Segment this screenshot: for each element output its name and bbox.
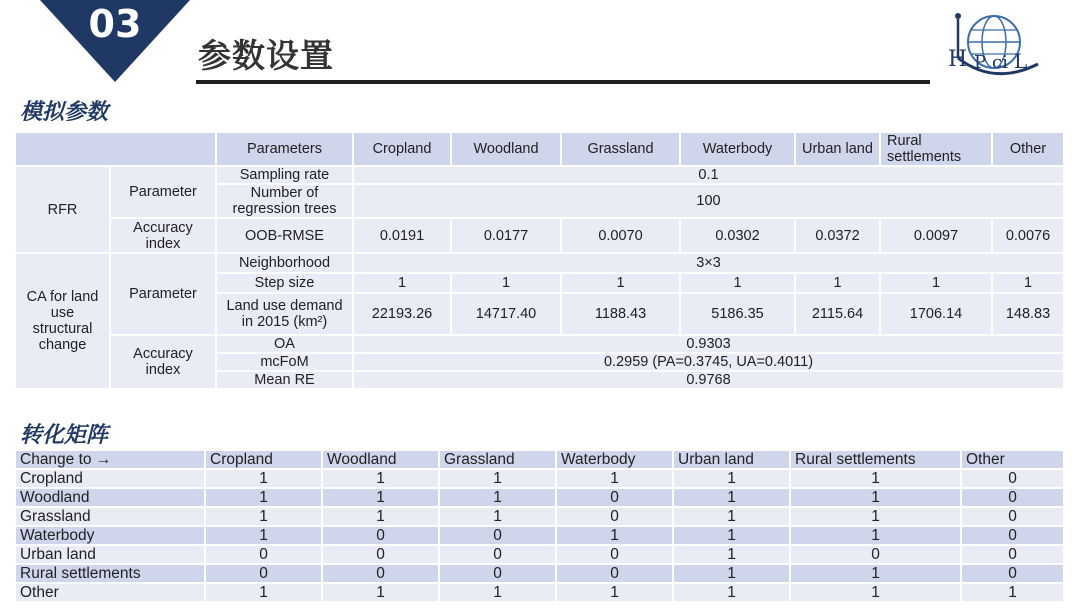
matrix-cell: 1 xyxy=(556,526,673,545)
matrix-row-label: Rural settlements xyxy=(15,564,205,583)
col-header: Rural settlements xyxy=(880,132,992,166)
matrix-cell: 1 xyxy=(205,469,322,488)
table-row xyxy=(15,488,1064,507)
matrix-row-label: Other xyxy=(15,583,205,602)
col-header: Other xyxy=(992,132,1064,166)
section-title-sim-params: 模拟参数 xyxy=(20,100,109,125)
matrix-cell: 0 xyxy=(322,564,439,583)
matrix-cell: 1 xyxy=(673,564,790,583)
matrix-col-header: Waterbody xyxy=(556,450,673,469)
matrix-col-header: Urban land xyxy=(673,450,790,469)
matrix-cell: 0 xyxy=(961,545,1064,564)
param-label: mcFoM xyxy=(216,353,353,371)
step-value: 1 xyxy=(680,273,795,293)
matrix-cell: 1 xyxy=(322,507,439,526)
matrix-col-header: Cropland xyxy=(205,450,322,469)
matrix-cell: 0 xyxy=(322,526,439,545)
param-group-label: Parameter xyxy=(110,253,216,335)
param-label: OA xyxy=(216,335,353,353)
param-label: Mean RE xyxy=(216,371,353,389)
oob-value: 0.0177 xyxy=(451,218,561,253)
matrix-cell: 0 xyxy=(961,526,1064,545)
param-label: Land use demand in 2015 (km²) xyxy=(216,293,353,335)
header-empty-cell xyxy=(15,132,216,166)
matrix-col-header: Change to → xyxy=(15,450,205,469)
matrix-row-label: Cropland xyxy=(15,469,205,488)
matrix-cell: 0 xyxy=(439,545,556,564)
table-row xyxy=(15,564,1064,583)
matrix-cell: 1 xyxy=(790,488,961,507)
step-value: 1 xyxy=(451,273,561,293)
demand-value: 2115.64 xyxy=(795,293,880,335)
matrix-col-header: Other xyxy=(961,450,1064,469)
matrix-row-label: Woodland xyxy=(15,488,205,507)
col-header: Cropland xyxy=(353,132,451,166)
demand-value: 22193.26 xyxy=(353,293,451,335)
param-label: Number of regression trees xyxy=(216,184,353,218)
col-header: Woodland xyxy=(451,132,561,166)
matrix-cell: 0 xyxy=(205,564,322,583)
globe-logo-icon xyxy=(938,8,1050,80)
matrix-cell: 0 xyxy=(556,507,673,526)
param-group-label: Parameter xyxy=(110,166,216,218)
matrix-cell: 1 xyxy=(673,526,790,545)
matrix-cell: 1 xyxy=(322,469,439,488)
matrix-cell: 0 xyxy=(556,545,673,564)
matrix-cell: 0 xyxy=(961,564,1064,583)
hpcil-logo xyxy=(938,8,1050,80)
demand-value: 1706.14 xyxy=(880,293,992,335)
step-value: 1 xyxy=(353,273,451,293)
demand-value: 148.83 xyxy=(992,293,1064,335)
matrix-cell: 1 xyxy=(556,469,673,488)
table-row xyxy=(15,583,1064,602)
col-header: Urban land xyxy=(795,132,880,166)
matrix-col-header: Grassland xyxy=(439,450,556,469)
matrix-row-label: Urban land xyxy=(15,545,205,564)
matrix-cell: 0 xyxy=(961,469,1064,488)
oob-value: 0.0070 xyxy=(561,218,680,253)
row-group-rfr: RFR xyxy=(15,166,110,253)
matrix-cell: 1 xyxy=(790,583,961,602)
param-value: 0.1 xyxy=(353,166,1064,184)
matrix-cell: 1 xyxy=(673,469,790,488)
oob-value: 0.0191 xyxy=(353,218,451,253)
matrix-cell: 1 xyxy=(961,583,1064,602)
demand-value: 14717.40 xyxy=(451,293,561,335)
step-value: 1 xyxy=(795,273,880,293)
matrix-cell: 1 xyxy=(673,488,790,507)
matrix-cell: 1 xyxy=(790,564,961,583)
param-value: 100 xyxy=(353,184,1064,218)
logo-letter: H xyxy=(948,47,968,72)
param-value: 3×3 xyxy=(353,253,1064,273)
oob-value: 0.0372 xyxy=(795,218,880,253)
matrix-cell: 1 xyxy=(439,488,556,507)
matrix-cell: 1 xyxy=(673,545,790,564)
matrix-cell: 1 xyxy=(790,507,961,526)
oob-value: 0.0302 xyxy=(680,218,795,253)
param-value: 0.2959 (PA=0.3745, UA=0.4011) xyxy=(353,353,1064,371)
matrix-cell: 0 xyxy=(439,526,556,545)
step-value: 1 xyxy=(561,273,680,293)
col-header: Waterbody xyxy=(680,132,795,166)
matrix-cell: 0 xyxy=(439,564,556,583)
accuracy-group-label: Accuracy index xyxy=(110,335,216,389)
param-label: Sampling rate xyxy=(216,166,353,184)
matrix-col-header: Rural settlements xyxy=(790,450,961,469)
matrix-cell: 1 xyxy=(322,583,439,602)
oob-value: 0.0076 xyxy=(992,218,1064,253)
matrix-cell: 1 xyxy=(439,583,556,602)
matrix-row-label: Grassland xyxy=(15,507,205,526)
matrix-cell: 1 xyxy=(205,583,322,602)
table-row xyxy=(15,507,1064,526)
matrix-row-label: Waterbody xyxy=(15,526,205,545)
accuracy-group-label: Accuracy index xyxy=(110,218,216,253)
param-label: Neighborhood xyxy=(216,253,353,273)
table-row xyxy=(15,469,1064,488)
param-label: OOB-RMSE xyxy=(216,218,353,253)
matrix-col-header: Woodland xyxy=(322,450,439,469)
matrix-cell: 1 xyxy=(205,488,322,507)
matrix-cell: 0 xyxy=(322,545,439,564)
matrix-cell: 1 xyxy=(556,583,673,602)
parameters-table xyxy=(14,131,1065,390)
matrix-cell: 1 xyxy=(790,469,961,488)
section-badge xyxy=(40,0,190,82)
matrix-cell: 0 xyxy=(205,545,322,564)
table-row xyxy=(15,545,1064,564)
matrix-cell: 0 xyxy=(556,488,673,507)
logo-letter: ci xyxy=(992,52,1008,73)
matrix-cell: 1 xyxy=(790,526,961,545)
logo-letter: L xyxy=(1014,49,1028,73)
table-row xyxy=(15,526,1064,545)
demand-value: 1188.43 xyxy=(561,293,680,335)
col-header: Parameters xyxy=(216,132,353,166)
param-value: 0.9768 xyxy=(353,371,1064,389)
matrix-cell: 0 xyxy=(961,488,1064,507)
row-group-ca: CA for land use structural change xyxy=(15,253,110,389)
transition-matrix-table xyxy=(14,449,1065,603)
matrix-cell: 0 xyxy=(961,507,1064,526)
section-title-transition: 转化矩阵 xyxy=(20,423,109,448)
matrix-cell: 1 xyxy=(439,469,556,488)
logo-letter: P xyxy=(974,52,987,73)
matrix-cell: 1 xyxy=(673,507,790,526)
matrix-cell: 0 xyxy=(790,545,961,564)
matrix-cell: 1 xyxy=(439,507,556,526)
matrix-cell: 0 xyxy=(556,564,673,583)
oob-value: 0.0097 xyxy=(880,218,992,253)
title-divider xyxy=(196,80,930,84)
section-number: 03 xyxy=(88,2,142,46)
param-value: 0.9303 xyxy=(353,335,1064,353)
matrix-cell: 1 xyxy=(673,583,790,602)
col-header: Grassland xyxy=(561,132,680,166)
step-value: 1 xyxy=(880,273,992,293)
matrix-cell: 1 xyxy=(322,488,439,507)
page-title: 参数设置 xyxy=(198,36,334,75)
step-value: 1 xyxy=(992,273,1064,293)
matrix-cell: 1 xyxy=(205,526,322,545)
param-label: Step size xyxy=(216,273,353,293)
demand-value: 5186.35 xyxy=(680,293,795,335)
matrix-cell: 1 xyxy=(205,507,322,526)
